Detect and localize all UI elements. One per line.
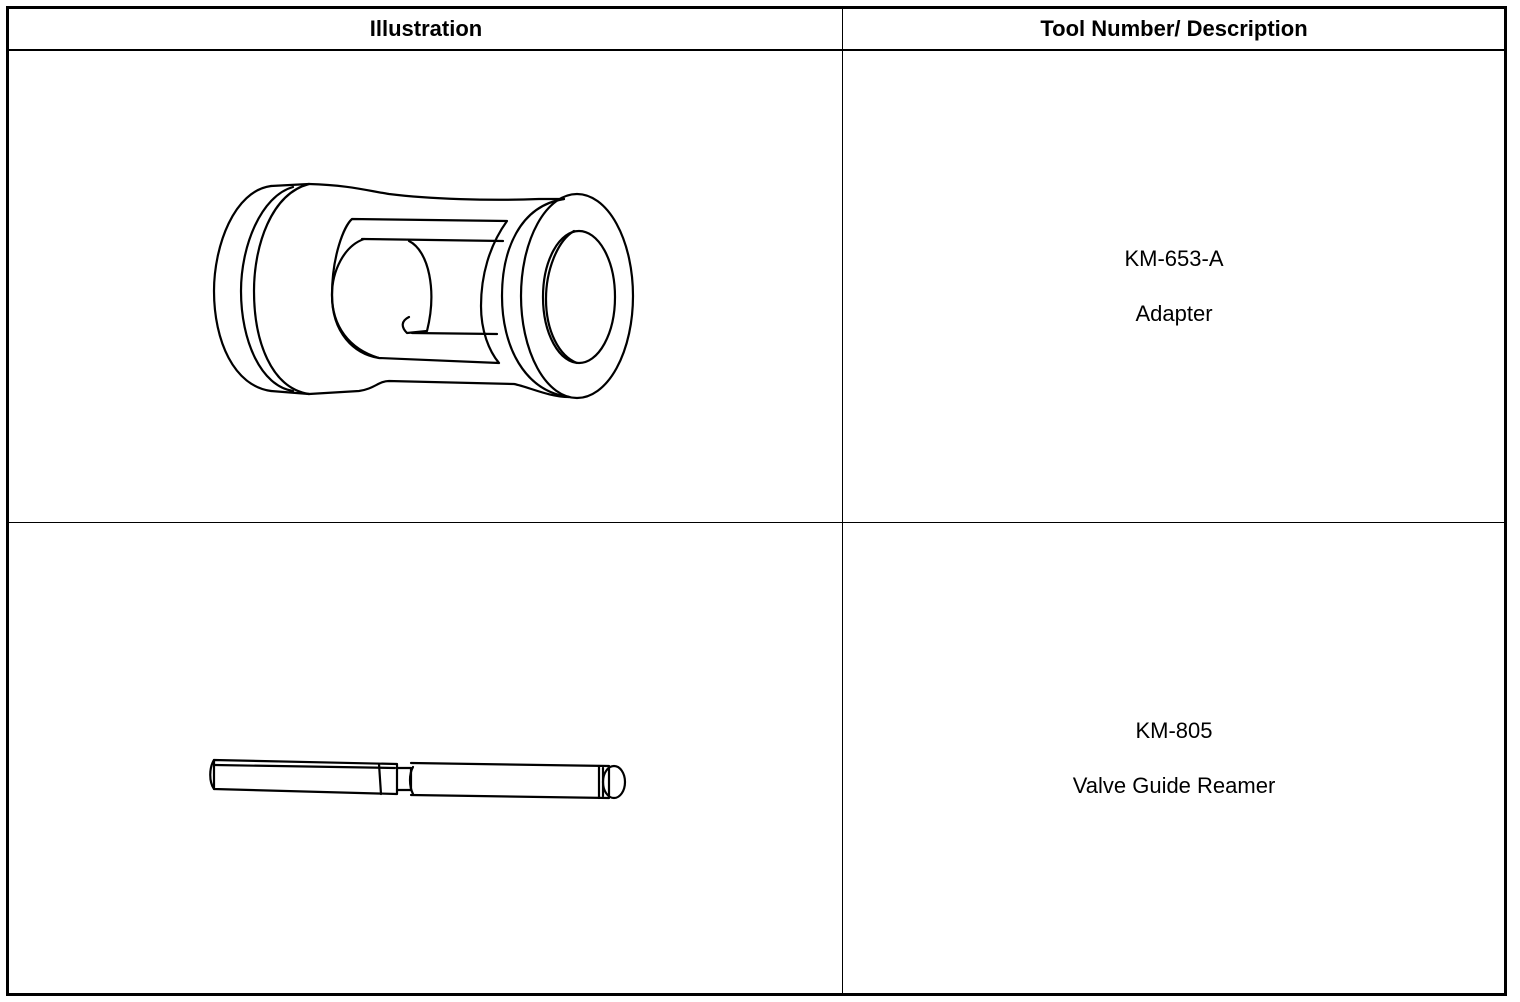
illustration-cell: [9, 51, 843, 522]
tool-number: KM-805: [1135, 718, 1213, 743]
header-tool-number-description: Tool Number/ Description: [1040, 16, 1308, 41]
table-header-row: [9, 9, 1504, 51]
table-row: [9, 524, 1504, 993]
valve-guide-reamer-icon: [9, 524, 843, 993]
description-cell: [844, 51, 1504, 522]
tool-description: Valve Guide Reamer: [1072, 773, 1276, 798]
adapter-icon: [9, 51, 843, 523]
tool-description: Adapter: [1135, 301, 1213, 326]
header-illustration: Illustration: [369, 16, 483, 41]
table-row: [9, 51, 1504, 523]
description-cell: [844, 524, 1504, 993]
special-tools-table: [6, 6, 1507, 996]
illustration-cell: [9, 524, 843, 993]
tool-number: KM-653-A: [1124, 246, 1224, 271]
